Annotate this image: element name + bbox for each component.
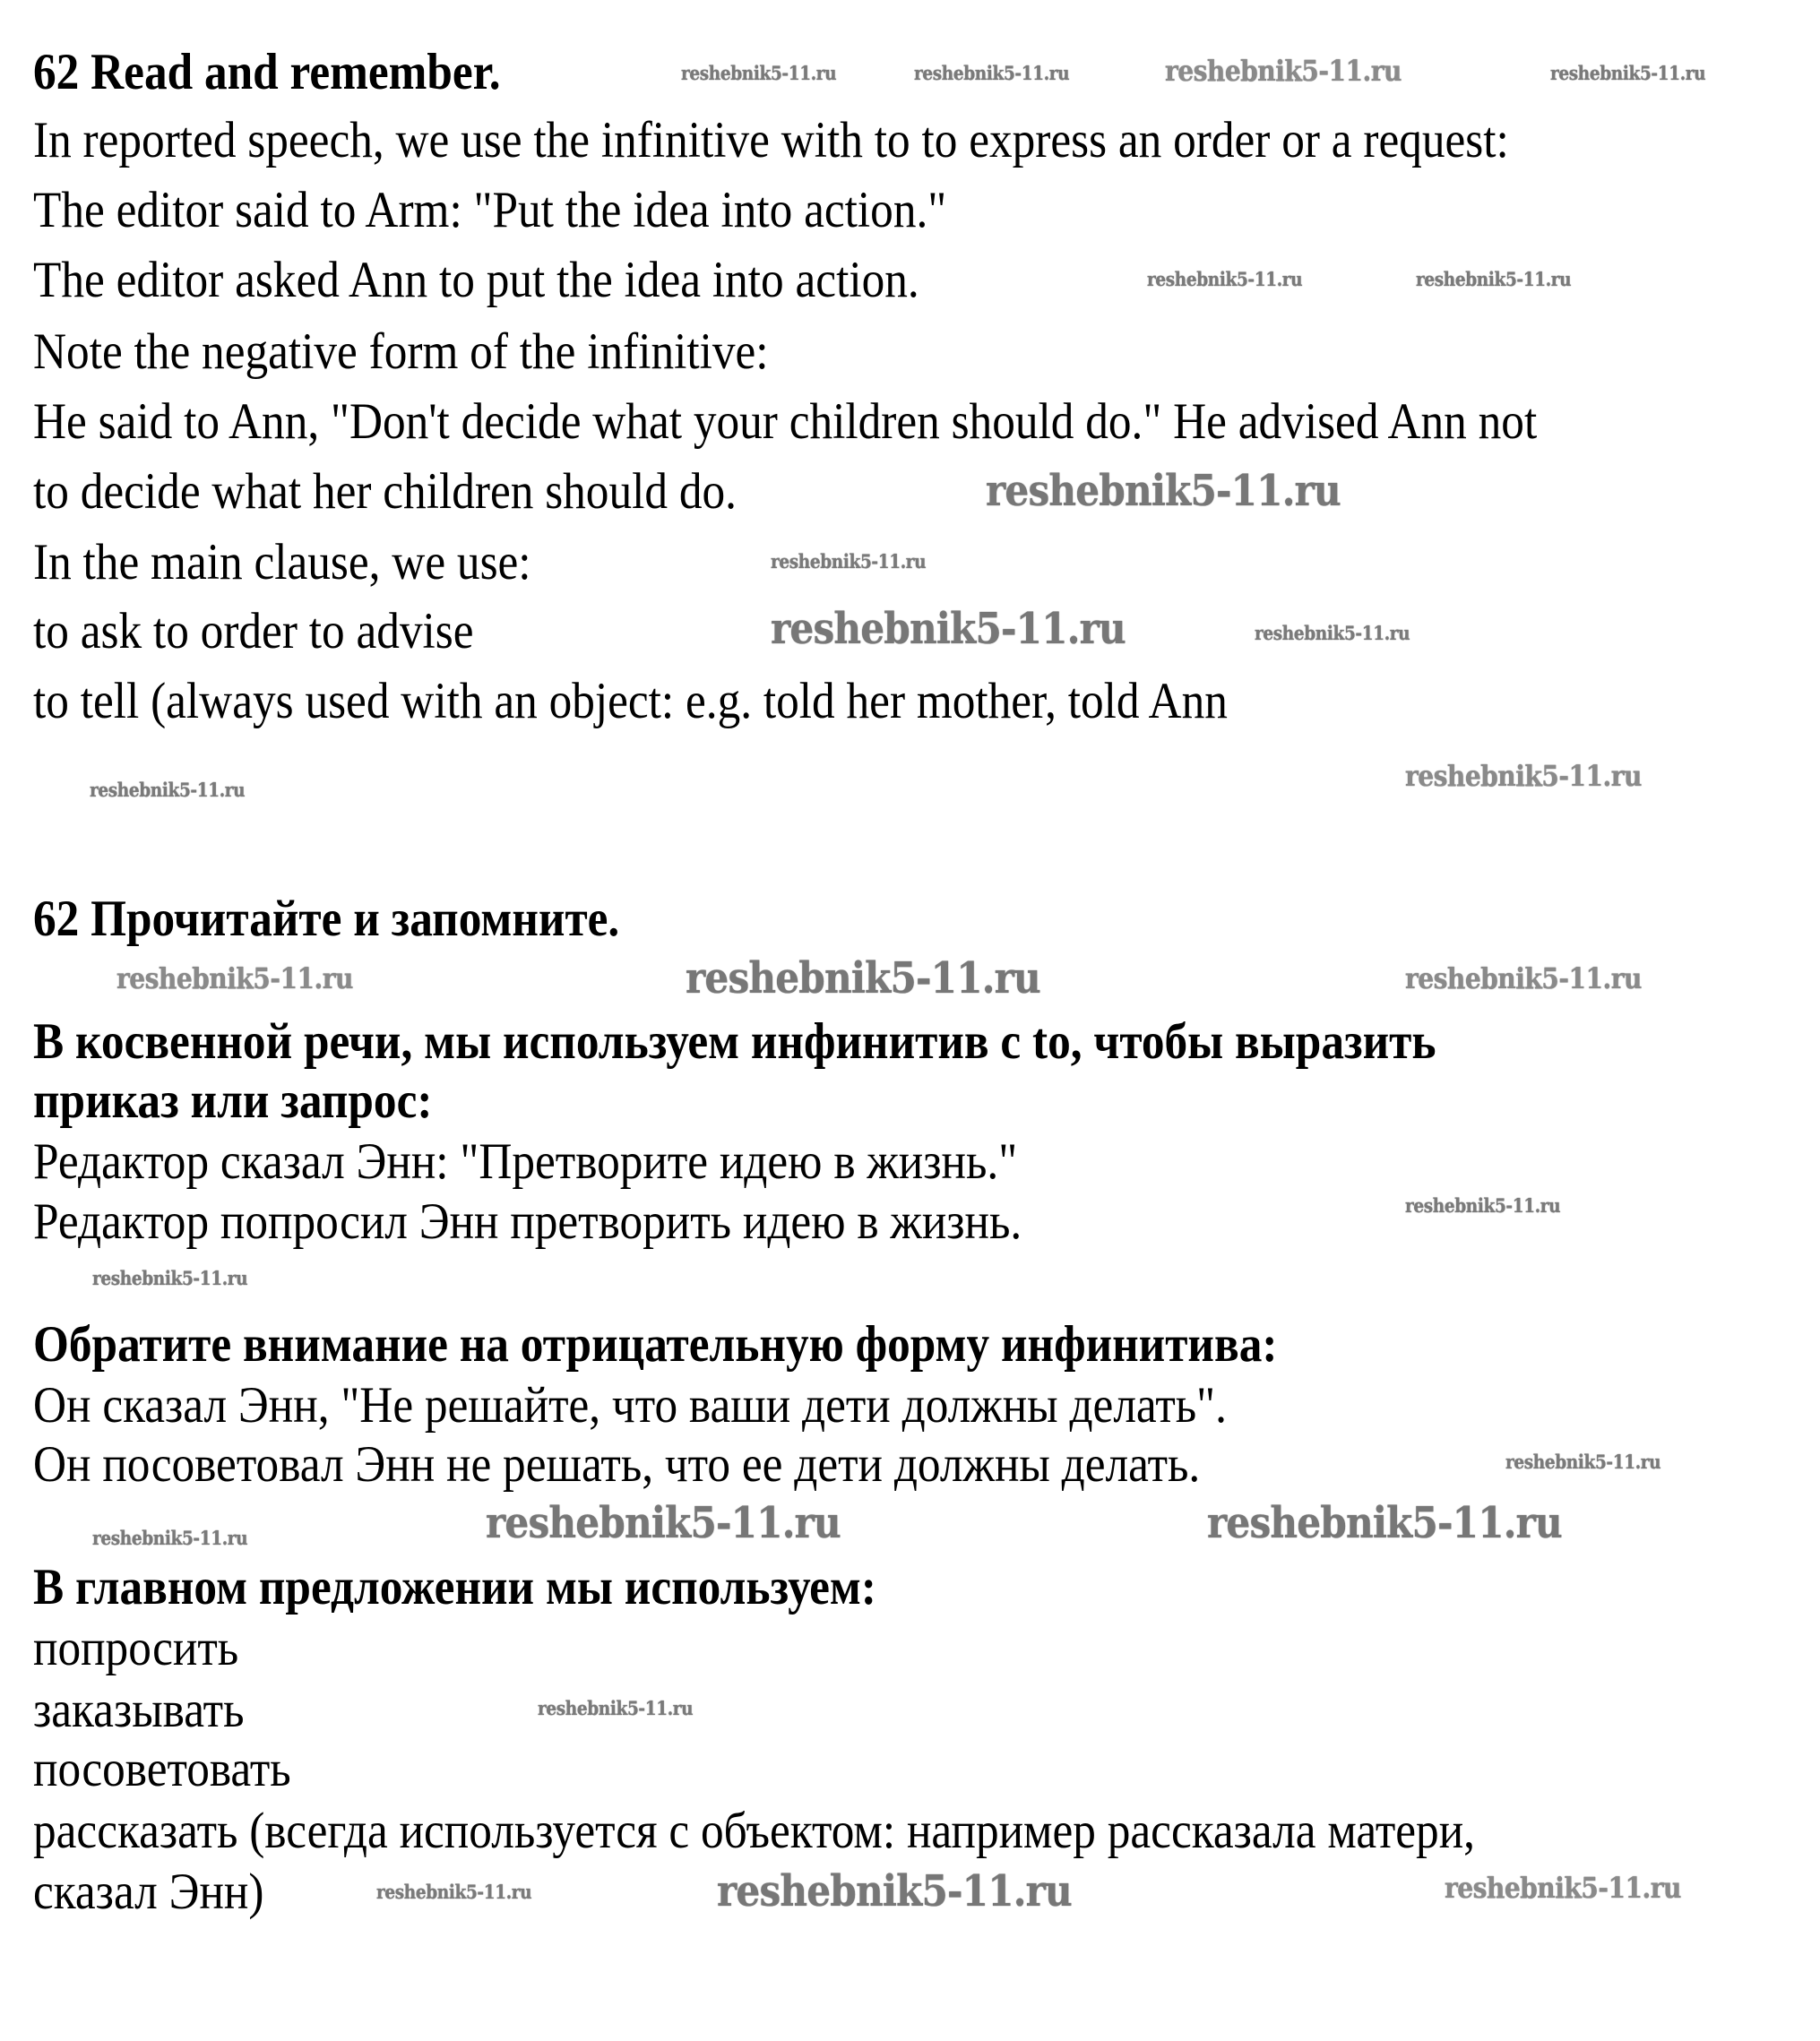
watermark: reshebnik5-11.ru bbox=[686, 953, 1040, 1003]
russian-title: 62 Прочитайте и запомните. bbox=[33, 891, 620, 947]
text-line: сказал Энн) bbox=[33, 1864, 264, 1920]
watermark: reshebnik5-11.ru bbox=[90, 779, 246, 801]
watermark: reshebnik5-11.ru bbox=[914, 62, 1070, 84]
text-line: Note the negative form of the infinitive: bbox=[33, 323, 769, 380]
watermark: reshebnik5-11.ru bbox=[92, 1527, 248, 1549]
text-line: попросить bbox=[33, 1620, 239, 1676]
watermark: reshebnik5-11.ru bbox=[717, 1866, 1072, 1916]
rule-heading: В главном предложении мы используем: bbox=[33, 1559, 876, 1615]
text-line: to decide what her children should do. bbox=[33, 463, 737, 520]
text-line: Он посоветовал Энн не решать, что ее дети должны делать. bbox=[33, 1436, 1201, 1493]
watermark: reshebnik5-11.ru bbox=[771, 604, 1126, 654]
text-line: Редактор попросил Энн претворить идею в жизнь. bbox=[33, 1193, 1022, 1250]
text-line: to ask to order to advise bbox=[33, 603, 474, 659]
text-line: Он сказал Энн, "Не решайте, что ваши дети должны делать". bbox=[33, 1377, 1227, 1434]
text-line: In reported speech, we use the infinitive with to to express an order or a request: bbox=[33, 112, 1509, 168]
rule-heading: Обратите внимание на отрицательную форму инфинитива: bbox=[33, 1316, 1278, 1373]
text-line: to tell (always used with an object: e.g. told her mother, told Ann bbox=[33, 673, 1228, 729]
watermark: reshebnik5-11.ru bbox=[376, 1881, 532, 1903]
text-line: Редактор сказал Энн: "Претворите идею в жизнь." bbox=[33, 1133, 1018, 1190]
watermark: reshebnik5-11.ru bbox=[1405, 759, 1642, 793]
watermark: reshebnik5-11.ru bbox=[1445, 1871, 1681, 1905]
text-line: He said to Ann, "Don't decide what your children should do." He advised Ann not bbox=[33, 393, 1538, 450]
watermark: reshebnik5-11.ru bbox=[1147, 268, 1303, 290]
text-line: In the main clause, we use: bbox=[33, 534, 531, 590]
text-line: заказывать bbox=[33, 1682, 245, 1738]
watermark: reshebnik5-11.ru bbox=[1255, 622, 1410, 644]
watermark: reshebnik5-11.ru bbox=[1550, 62, 1706, 84]
watermark: reshebnik5-11.ru bbox=[1416, 268, 1572, 290]
watermark: reshebnik5-11.ru bbox=[1165, 54, 1402, 88]
text-line: The editor said to Arm: "Put the idea into action." bbox=[33, 182, 947, 238]
watermark: reshebnik5-11.ru bbox=[986, 466, 1341, 516]
watermark: reshebnik5-11.ru bbox=[1405, 961, 1642, 995]
watermark: reshebnik5-11.ru bbox=[1405, 1194, 1561, 1217]
watermark: reshebnik5-11.ru bbox=[92, 1267, 248, 1289]
watermark: reshebnik5-11.ru bbox=[771, 550, 927, 573]
rule-heading: приказ или запрос: bbox=[33, 1072, 433, 1129]
watermark: reshebnik5-11.ru bbox=[681, 62, 837, 84]
text-line: The editor asked Ann to put the idea into action. bbox=[33, 252, 919, 308]
watermark: reshebnik5-11.ru bbox=[1207, 1498, 1562, 1548]
watermark: reshebnik5-11.ru bbox=[1505, 1451, 1661, 1473]
text-line: посоветовать bbox=[33, 1741, 291, 1797]
rule-heading: В косвенной речи, мы используем инфинитив с to, чтобы выразить bbox=[33, 1013, 1436, 1070]
watermark: reshebnik5-11.ru bbox=[486, 1498, 841, 1548]
watermark: reshebnik5-11.ru bbox=[538, 1697, 694, 1719]
watermark: reshebnik5-11.ru bbox=[116, 961, 353, 995]
english-title: 62 Read and remember. bbox=[33, 44, 501, 100]
text-line: рассказать (всегда используется с объектом: например рассказала матери, bbox=[33, 1803, 1475, 1859]
